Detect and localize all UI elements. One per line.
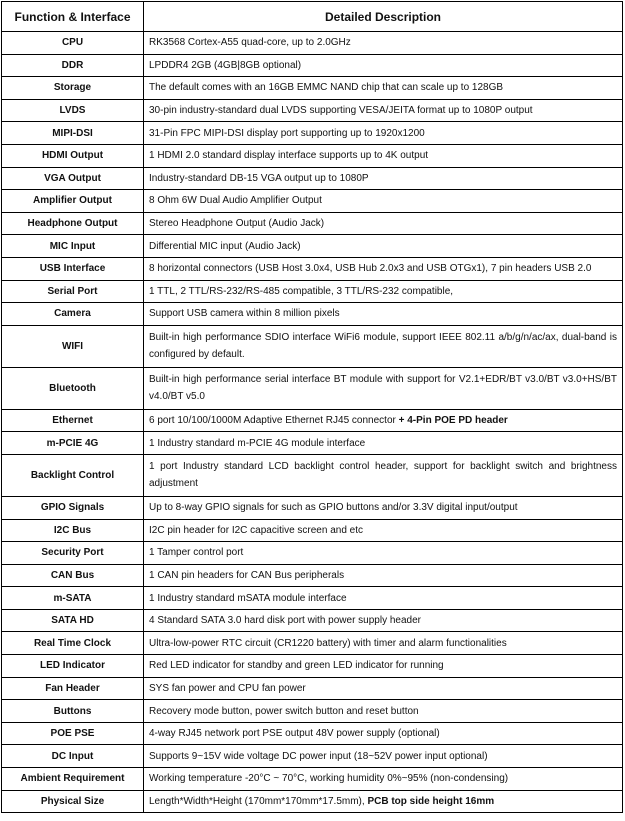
row-function: WIFI: [2, 325, 144, 367]
table-row: [2, 655, 623, 678]
header-function: Function & Interface: [2, 2, 144, 32]
row-description: 1 CAN pin headers for CAN Bus peripherals: [144, 564, 623, 587]
row-function: POE PSE: [2, 722, 144, 745]
row-function: VGA Output: [2, 167, 144, 190]
row-function: Buttons: [2, 700, 144, 723]
row-description: Ultra-low-power RTC circuit (CR1220 battery) with timer and alarm functionalities: [144, 632, 623, 655]
row-description: SYS fan power and CPU fan power: [144, 677, 623, 700]
row-function: DC Input: [2, 745, 144, 768]
row-description: Recovery mode button, power switch button and reset button: [144, 700, 623, 723]
row-description-bold: + 4-Pin POE PD header: [398, 415, 508, 427]
table-row: [2, 54, 623, 77]
table-row: [2, 77, 623, 100]
row-description: 1 port Industry standard LCD backlight control header, support for backlight switch and brightness adjustment: [144, 454, 623, 496]
row-description: 1 Industry standard m-PCIE 4G module interface: [144, 432, 623, 455]
row-function: Amplifier Output: [2, 190, 144, 213]
row-function: LED Indicator: [2, 655, 144, 678]
row-function: m-PCIE 4G: [2, 432, 144, 455]
table-row: [2, 325, 623, 367]
row-description: Supports 9~15V wide voltage DC power input (18~52V power input optional): [144, 745, 623, 768]
row-function: m-SATA: [2, 587, 144, 610]
table-row: [2, 235, 623, 258]
row-function: USB Interface: [2, 257, 144, 280]
table-row: [2, 542, 623, 565]
row-function: Security Port: [2, 542, 144, 565]
table-row: [2, 144, 623, 167]
row-description: Red LED indicator for standby and green LED indicator for running: [144, 655, 623, 678]
row-description: 1 Tamper control port: [144, 542, 623, 565]
table-row: [2, 367, 623, 409]
row-description: 1 TTL, 2 TTL/RS-232/RS-485 compatible, 3 TTL/RS-232 compatible,: [144, 280, 623, 303]
row-function: Camera: [2, 303, 144, 326]
row-description: Built-in high performance SDIO interface WiFi6 module, support IEEE 802.11 a/b/g/n/ac/ax, dual-band is configured by default.: [144, 325, 623, 367]
row-description: 30-pin industry-standard dual LVDS supporting VESA/JEITA format up to 1080P output: [144, 99, 623, 122]
row-description: The default comes with an 16GB EMMC NAND chip that can scale up to 128GB: [144, 77, 623, 100]
row-description: Support USB camera within 8 million pixels: [144, 303, 623, 326]
table-row: [2, 122, 623, 145]
table-row: [2, 496, 623, 519]
row-function: CAN Bus: [2, 564, 144, 587]
row-function: GPIO Signals: [2, 496, 144, 519]
row-function: Storage: [2, 77, 144, 100]
row-description: Working temperature -20°C ~ 70°C, working humidity 0%~95% (non-condensing): [144, 768, 623, 791]
row-description: 1 HDMI 2.0 standard display interface supports up to 4K output: [144, 144, 623, 167]
table-row: [2, 303, 623, 326]
table-row: [2, 280, 623, 303]
table-row: [2, 519, 623, 542]
row-function: Real Time Clock: [2, 632, 144, 655]
row-description: Stereo Headphone Output (Audio Jack): [144, 212, 623, 235]
table-row: [2, 587, 623, 610]
table-row: [2, 632, 623, 655]
row-description: I2C pin header for I2C capacitive screen and etc: [144, 519, 623, 542]
table-row: [2, 609, 623, 632]
table-row: [2, 257, 623, 280]
row-description: RK3568 Cortex-A55 quad-core, up to 2.0GHz: [144, 32, 623, 55]
table-row: [2, 677, 623, 700]
row-function: SATA HD: [2, 609, 144, 632]
table-row: [2, 212, 623, 235]
table-row: [2, 32, 623, 55]
spec-table: [1, 1, 623, 813]
row-description: 31-Pin FPC MIPI-DSI display port supporting up to 1920x1200: [144, 122, 623, 145]
table-row: [2, 768, 623, 791]
table-row: [2, 454, 623, 496]
table-row: [2, 409, 623, 432]
row-description: 4 Standard SATA 3.0 hard disk port with power supply header: [144, 609, 623, 632]
table-row: [2, 745, 623, 768]
row-function: Bluetooth: [2, 367, 144, 409]
row-function: MIPI-DSI: [2, 122, 144, 145]
row-function: DDR: [2, 54, 144, 77]
table-row: [2, 564, 623, 587]
row-description: 8 horizontal connectors (USB Host 3.0x4, USB Hub 2.0x3 and USB OTGx1), 7 pin headers USB 2.0: [144, 257, 623, 280]
row-function: Backlight Control: [2, 454, 144, 496]
row-function: Ambient Requirement: [2, 768, 144, 791]
table-row: [2, 190, 623, 213]
table-row: [2, 432, 623, 455]
row-description: Differential MIC input (Audio Jack): [144, 235, 623, 258]
row-description: 8 Ohm 6W Dual Audio Amplifier Output: [144, 190, 623, 213]
row-description: 1 Industry standard mSATA module interface: [144, 587, 623, 610]
row-description: [144, 790, 623, 813]
row-description-text: 6 port 10/100/1000M Adaptive Ethernet RJ45 connector: [149, 415, 399, 427]
row-function: CPU: [2, 32, 144, 55]
row-function: Headphone Output: [2, 212, 144, 235]
row-description: [144, 409, 623, 432]
row-function: I2C Bus: [2, 519, 144, 542]
row-description: Up to 8-way GPIO signals for such as GPIO buttons and/or 3.3V digital input/output: [144, 496, 623, 519]
row-description-bold: PCB top side height 16mm: [367, 795, 495, 807]
header-row: [2, 2, 623, 32]
row-description: 4-way RJ45 network port PSE output 48V power supply (optional): [144, 722, 623, 745]
row-description-text: Length*Width*Height (170mm*170mm*17.5mm),: [149, 795, 368, 807]
row-function: HDMI Output: [2, 144, 144, 167]
row-function: LVDS: [2, 99, 144, 122]
header-description: Detailed Description: [144, 2, 623, 32]
table-row: [2, 99, 623, 122]
row-description: Built-in high performance serial interface BT module with support for V2.1+EDR/BT v3.0/BT v3.0+HS/BT v4.0/BT v5.0: [144, 367, 623, 409]
row-description: Industry-standard DB-15 VGA output up to 1080P: [144, 167, 623, 190]
table-row: [2, 700, 623, 723]
row-function: Serial Port: [2, 280, 144, 303]
table-row: [2, 167, 623, 190]
row-function: Ethernet: [2, 409, 144, 432]
row-function: Physical Size: [2, 790, 144, 813]
table-row: [2, 722, 623, 745]
row-function: MIC Input: [2, 235, 144, 258]
row-description: LPDDR4 2GB (4GB|8GB optional): [144, 54, 623, 77]
row-function: Fan Header: [2, 677, 144, 700]
table-row: [2, 790, 623, 813]
